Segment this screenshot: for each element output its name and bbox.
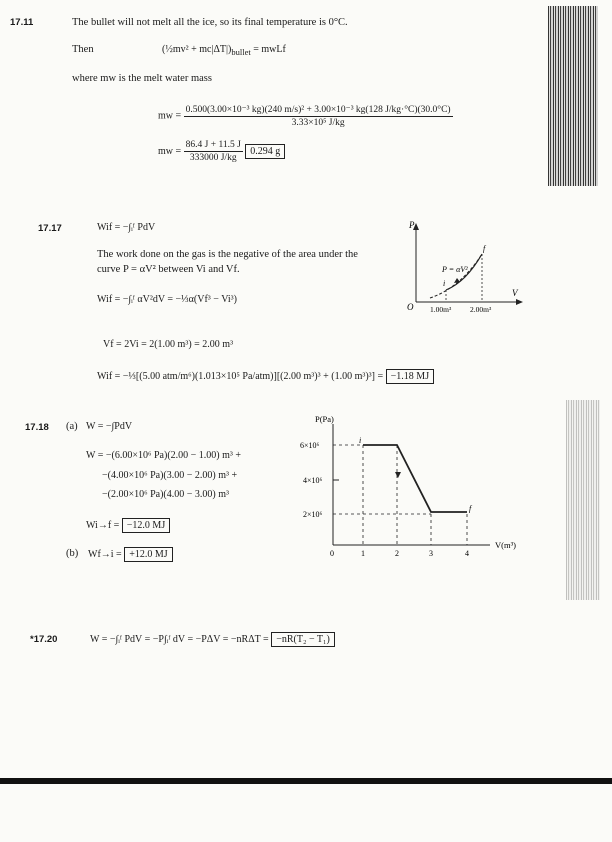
problem-number-17-17: 17.17 xyxy=(38,223,62,234)
p1711-eq3: mw = $\frac{86.4 J + 11.5 J}{333000 J/kg}$ 0.294 g xyxy=(158,140,285,163)
p1717-tick-2: 2.00m³ xyxy=(470,305,492,314)
p1718-x-tick-4: 4 xyxy=(465,549,469,558)
p1718-part-b: (b) xyxy=(66,548,79,559)
p1718-x-tick-2: 2 xyxy=(395,549,399,558)
p1717-eq3: Vf = 2Vi = 2(1.00 m³) = 2.00 m³ xyxy=(103,339,234,350)
p1718-x-tick-0: 0 xyxy=(330,549,334,558)
p1711-eq2: mw = 0.500(3.00×10⁻³ kg)(240 m/s)² + 3.00×10⁻³ kg(128 J/kg·°C)(30.0°C) 3.33×10⁵ J/kg xyxy=(158,105,451,128)
p1717-eq4: Wif = −⅓[(5.00 atm/m⁶)(1.013×10⁵ Pa/atm)][(2.00 m³)³ + (1.00 m³)³] = −1.18 MJ xyxy=(97,369,434,384)
p1718-point-i: i xyxy=(359,436,362,445)
problem-number-17-18: 17.18 xyxy=(25,422,49,433)
p1717-text2: curve P = αV² between Vi and Vf. xyxy=(97,264,240,275)
p1718-x-tick-1: 1 xyxy=(361,549,365,558)
p1718-x-axis-label: V(m³) xyxy=(495,540,516,550)
scan-bottom-bar xyxy=(0,778,612,784)
p1718-y-axis-label: P(Pa) xyxy=(315,414,334,424)
p1711-intro: The bullet will not melt all the ice, so its final temperature is 0°C. xyxy=(72,17,348,28)
problem-number-17-11: 17.11 xyxy=(10,17,34,28)
problem-number-17-20: *17.20 xyxy=(30,634,58,645)
p1718-x-tick-3: 3 xyxy=(429,549,433,558)
p1711-answer-box: 0.294 g xyxy=(245,144,285,159)
p1711-where: where mw is the melt water mass xyxy=(72,73,212,84)
p1717-point-i: i xyxy=(443,279,446,288)
p1718-point-f: f xyxy=(469,504,472,513)
p1718-wif: Wi→f = −12.0 MJ xyxy=(86,518,170,533)
p1718-line3: −(2.00×10⁶ Pa)(4.00 − 3.00) m³ xyxy=(102,489,230,500)
p1718-answer-a-box: −12.0 MJ xyxy=(122,518,170,533)
p1717-curve-label: P = αV² xyxy=(442,265,468,274)
p1717-answer-box: −1.18 MJ xyxy=(386,369,434,384)
p1720-answer-box: −nR(T₂ − T₁) xyxy=(271,632,335,647)
p1711-then: Then xyxy=(72,44,94,55)
scan-edge-mid xyxy=(566,400,600,600)
p1717-x-axis-label: V xyxy=(512,288,518,298)
p1720-eq: W = −∫ᵢᶠ PdV = −P∫ᵢᶠ dV = −PΔV = −nRΔT = −nR(T₂ − T₁) xyxy=(90,632,335,647)
p1711-eq1: (½mv² + $mc|\Delta T|)_{bullet}$ = mwLf xyxy=(162,44,286,57)
p1717-origin-label: O xyxy=(407,302,414,312)
p1718-part-a: (a) xyxy=(66,421,78,432)
p1718-eq-a: W = −∫PdV xyxy=(86,421,133,432)
p1717-graph xyxy=(400,220,530,320)
p1717-tick-1: 1.00m³ xyxy=(430,305,452,314)
p1718-line2: −(4.00×10⁶ Pa)(3.00 − 2.00) m³ + xyxy=(102,470,238,481)
scan-edge-top xyxy=(548,6,598,186)
p1718-y-tick-2: 2×10⁶ xyxy=(303,510,323,519)
p1718-graph xyxy=(295,410,535,560)
p1717-text1: The work done on the gas is the negative of the area under the xyxy=(97,249,358,260)
p1718-y-tick-4: 4×10⁶ xyxy=(303,476,323,485)
p1718-y-tick-6: 6×10⁶ xyxy=(300,441,320,450)
p1717-point-f: f xyxy=(483,244,486,253)
p1718-line1: W = −(6.00×10⁶ Pa)(2.00 − 1.00) m³ + xyxy=(86,450,242,461)
p1718-wfi: Wf→i = +12.0 MJ xyxy=(88,547,173,562)
p1717-eq2: Wif = −∫ᵢᶠ αV²dV = −⅓α(Vf³ − Vi³) xyxy=(97,294,237,305)
p1717-eq1: Wif = −∫ᵢᶠ PdV xyxy=(97,222,156,233)
p1718-answer-b-box: +12.0 MJ xyxy=(124,547,172,562)
p1717-y-axis-label: P xyxy=(409,220,415,230)
